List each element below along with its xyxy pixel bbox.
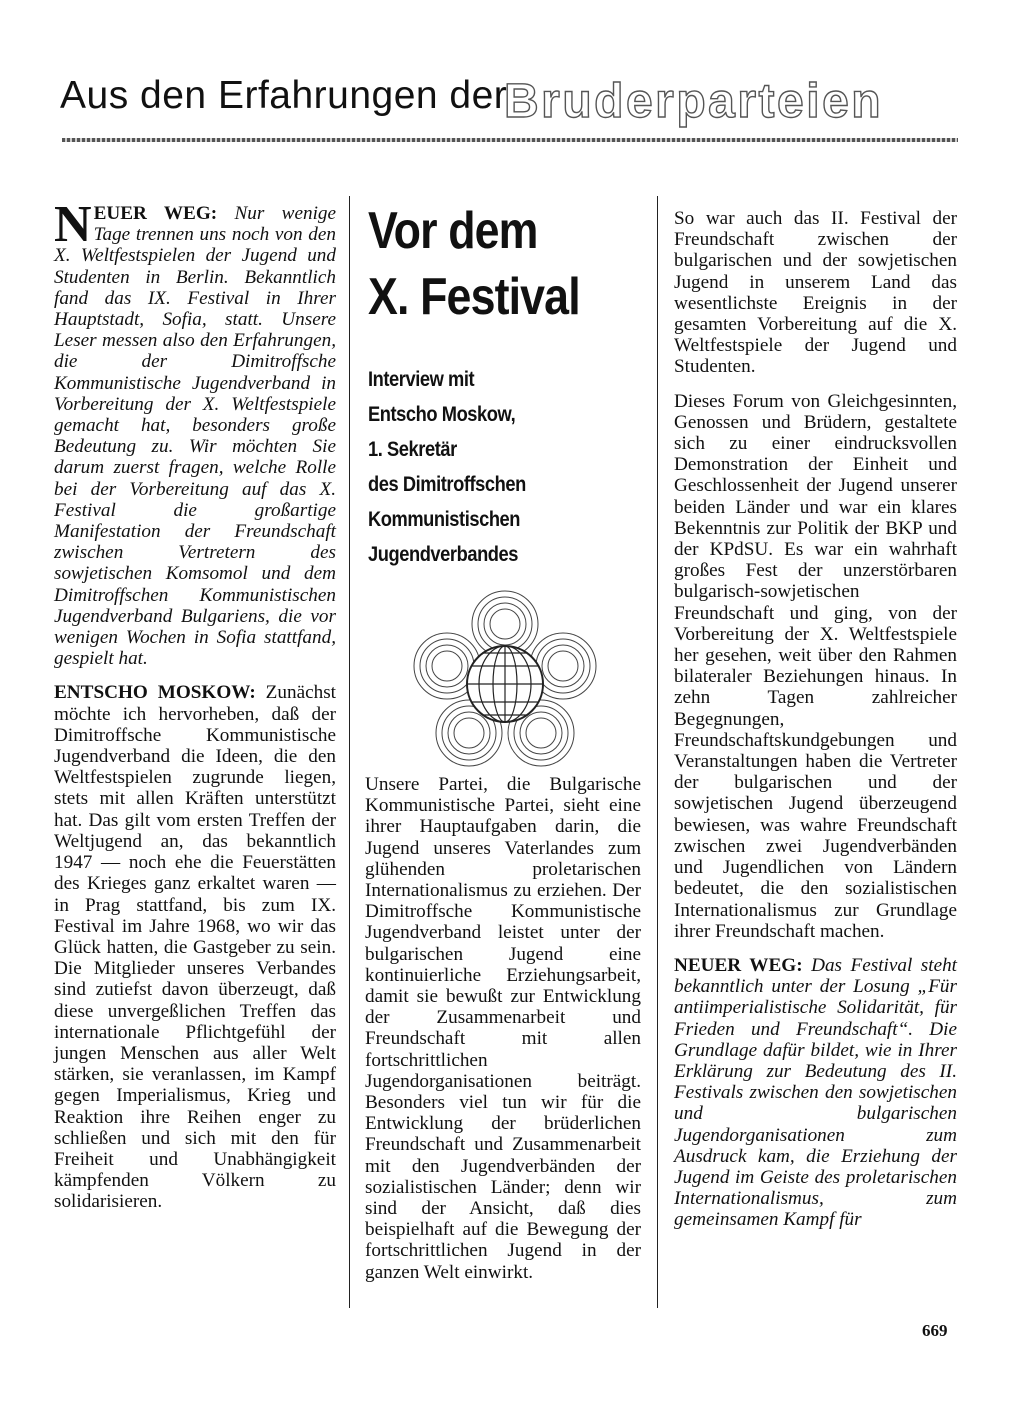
subtitle-line: Jugendverbandes [368, 542, 519, 566]
title-line: Vor dem [368, 202, 538, 260]
answer-text: Zunächst möchte ich hervorheben, daß der Dimitroffsche Kommunistische Jugendverband die Ideen, die den Weltfestspielen zugrunde liegen, stets mit allen Kräften unterstützt hat. Das gilt vom ersten Treffen der Weltjugend an, das bekanntlich 1947 — noch ehe die Feuerstätten des Krieges ganz erkaltet waren — in Prag stattfand, bis zum IX. Festival im Jahre 1968, wo wir das Glück hatten, die Gastgeber zu sein. Die Mitglieder unseres Verbandes sind zutiefst davon überzeugt, daß diese unvergeßlichen Treffen das internationale Pflichtgefühl der jungen Menschen aus aller Welt stärken, sie veranlassen, im Kampf gegen Imperialismus, Krieg und Reaktion ihre Reihen enger zu schließen und sich mit den für Freiheit und Unabhängigkeit kämpfenden Völkern zu solidarisieren. [54, 682, 336, 1213]
question-paragraph [674, 955, 957, 1231]
page-number: 669 [922, 1321, 948, 1340]
header-text: Aus den Erfahrungen der [60, 74, 508, 117]
column-left [54, 196, 337, 1213]
speaker-label: EUER WEG: [93, 203, 218, 224]
column-divider [349, 196, 350, 1308]
column-divider [657, 196, 658, 1308]
speaker-label: NEUER WEG: [674, 954, 803, 976]
title-line: X. Festival [368, 268, 580, 326]
globe-icon [467, 646, 543, 722]
subtitle-line: Kommunistischen [368, 507, 521, 531]
answer-paragraph: Dieses Forum von Gleichgesinnten, Genossen und Brüdern, gestaltete sich zu einer eindrucksvollen Demonstration der Einheit und Geschlossenheit der Jugend unserer beiden Länder und war ein klares Bekenntnis zur Politik der BKP und der KPdSU. Es war ein wahrhaft großes Fest der unzerstörbaren bulgarisch-sowjetischen Freundschaft und ging, von der Vorbereitung der X. Weltfestspiele her gesehen, weit über den Rahmen bilateraler Beziehungen hinaus. In zehn Tagen zahlreicher Begegnungen, Freundschaftskundgebungen und Veranstaltungen haben die Vertreter der bulgarischen und der sowjetischen Jugend überzeugend bewiesen, was wahre Freundschaft zwischen zwei Jugendverbänden und Jugendlichen von Ländern bedeutet, die den sozialistischen Internationalismus zur Grundlage ihrer Freundschaft machen. [674, 390, 957, 942]
subtitle-line: 1. Sekretär [368, 437, 457, 461]
header-outlined-word: Bruderparteien [504, 75, 884, 128]
column-middle [365, 774, 641, 1283]
question-paragraph [54, 196, 337, 670]
speaker-label: ENTSCHO MOSKOW: [54, 682, 256, 704]
question-text: Das Festival steht bekanntlich unter der Losung „Für antiimperialistische Solidarität, für Frieden und Freundschaft“. Die Grundlage dafür bildet, wie in Ihrer Erklärung zur Bedeutung des II. Festivals zwischen den sowjetischen und bulgarischen Jugendorganisationen zum Ausdruck kam, die Erziehung der Jugend im Geiste des proletarischen Internationalismus, zum gemeinsamen Kampf für [674, 954, 958, 1231]
answer-paragraph: Unsere Partei, die Bulgarische Kommunistische Partei, sieht eine ihrer Hauptaufgaben darin, die Jugend unseres Vaterlandes zum glühenden proletarischen Internationalismus zu erziehen. Der Dimitroffsche Kommunistische Jugendverband leistet unter der bulgarischen Jugend eine kontinuierliche Erziehungsarbeit, damit sie bewußt zur Entwicklung der Zusammenarbeit und Freundschaft mit allen fortschrittlichen Jugendorganisationen beiträgt. Besonders viel tun wir für die Entwicklung der brüderlichen Freundschaft und Zusammenarbeit mit den Jugendverbänden der sozialistischen Länder; denn wir sind der Ansicht, daß dies beispielhaft auf die Bewegung der fortschrittlichen Jugend in der ganzen Welt einwirkt. [365, 774, 641, 1283]
subtitle-line: Interview mit [368, 367, 475, 391]
answer-paragraph: So war auch das II. Festival der Freundschaft zwischen der bulgarischen und der sowjetischen Jugend in unserem Land das wesentlichste Ereignis in der gesamten Vorbereitung auf die X. Weltfestspiele der Jugend und Studenten. [674, 208, 957, 378]
article-subtitle [368, 362, 615, 572]
subtitle-line: Entscho Moskow, [368, 402, 516, 426]
answer-paragraph [54, 682, 336, 1212]
subtitle-line: des Dimitroffschen [368, 472, 526, 496]
column-right [674, 208, 957, 1231]
article-title [368, 198, 609, 330]
question-text: Nur wenige Tage trennen uns noch von den X. Weltfestspielen der Jugend und Studenten in Berlin. Bekanntlich fand das IX. Festival in Ihrer Hauptstadt, Sofia, statt. Unsere Leser messen also den Erfahrungen, die der Dimitroffsche Kommunistische Jugendverband in Vorbereitung der X. Weltfestspiele gemacht hat, besonders große Bedeutung zu. Wir möchten Sie darum zuerst fragen, welche Rolle bei der Vorbereitung auf das X. Festival die großartige Manifestation der Freundschaft zwischen Vertretern des sowjetischen Komsomol und dem Dimitroffschen Kommunistischen Jugendverband Bulgariens, die vor wenigen Wochen in Sofia stattfand, gespielt hat. [54, 203, 337, 670]
drop-cap: N [54, 196, 92, 253]
festival-emblem-icon [410, 588, 600, 768]
header-rule [62, 138, 958, 142]
section-header [60, 74, 960, 154]
